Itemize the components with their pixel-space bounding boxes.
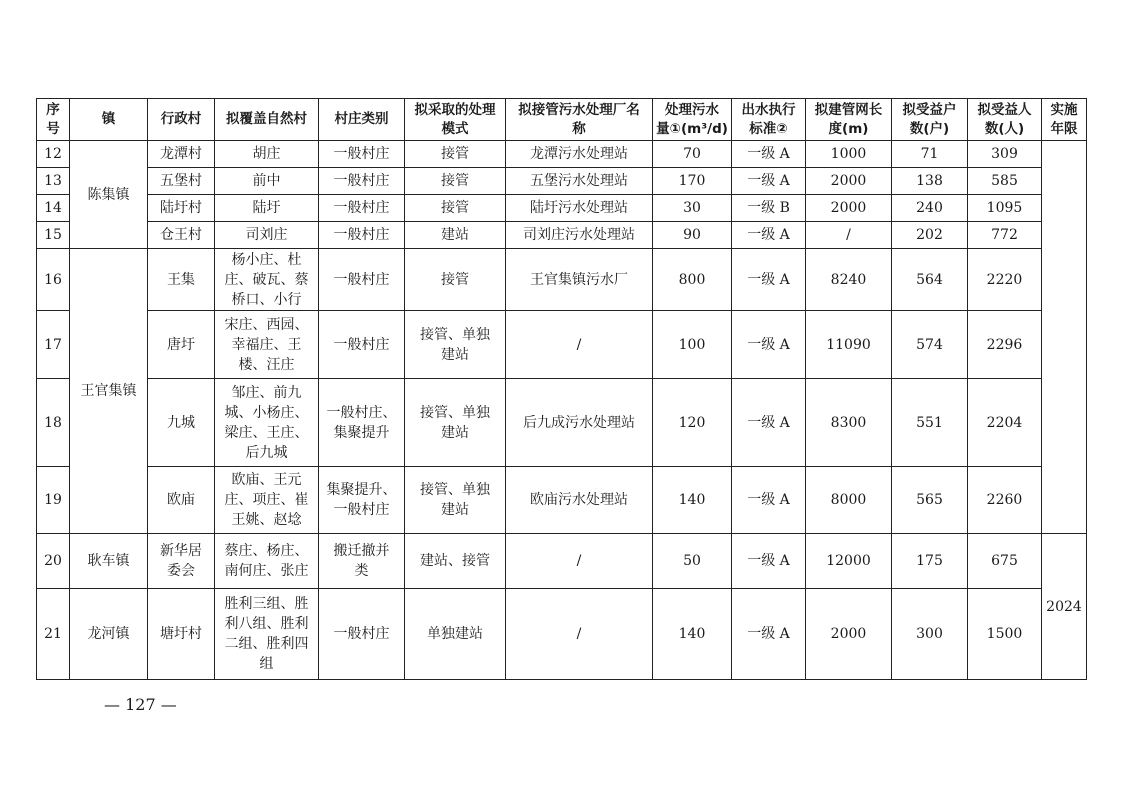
type-cell: 一般村庄 xyxy=(319,168,405,195)
standard-cell: 一级 A xyxy=(732,467,806,534)
plant-cell: 陆圩污水处理站 xyxy=(506,195,653,222)
volume-cell: 70 xyxy=(653,141,732,168)
town-cell: 陈集镇 xyxy=(70,141,148,249)
households-cell: 240 xyxy=(892,195,968,222)
seq-cell: 18 xyxy=(37,379,70,467)
header-standard: 出水执行 标准② xyxy=(732,99,806,141)
natural-cell: 司刘庄 xyxy=(215,222,319,249)
people-cell: 309 xyxy=(968,141,1042,168)
seq-cell: 15 xyxy=(37,222,70,249)
table-row xyxy=(37,195,1087,222)
plant-cell: 后九成污水处理站 xyxy=(506,379,653,467)
type-cell: 一般村庄 xyxy=(319,249,405,311)
people-cell: 585 xyxy=(968,168,1042,195)
pipe-cell: 8300 xyxy=(806,379,892,467)
pipe-cell: 2000 xyxy=(806,168,892,195)
plant-cell: / xyxy=(506,311,653,379)
volume-cell: 120 xyxy=(653,379,732,467)
admin-cell: 陆圩村 xyxy=(148,195,215,222)
standard-cell: 一级 A xyxy=(732,141,806,168)
standard-cell: 一级 B xyxy=(732,195,806,222)
table-row xyxy=(37,467,1087,534)
header-row xyxy=(37,99,1087,141)
admin-cell: 王集 xyxy=(148,249,215,311)
plant-cell: / xyxy=(506,534,653,589)
table-body xyxy=(37,141,1087,680)
seq-cell: 13 xyxy=(37,168,70,195)
people-cell: 2296 xyxy=(968,311,1042,379)
mode-cell: 接管、单独 建站 xyxy=(405,467,506,534)
header-year: 实施 年限 xyxy=(1042,99,1087,141)
people-cell: 675 xyxy=(968,534,1042,589)
wastewater-plan-table xyxy=(36,98,1087,680)
people-cell: 1500 xyxy=(968,589,1042,680)
table-row xyxy=(37,589,1087,680)
pipe-cell: 11090 xyxy=(806,311,892,379)
header-treatment-mode: 拟采取的处理 模式 xyxy=(405,99,506,141)
households-cell: 202 xyxy=(892,222,968,249)
type-cell: 一般村庄 xyxy=(319,589,405,680)
pipe-cell: / xyxy=(806,222,892,249)
pipe-cell: 8000 xyxy=(806,467,892,534)
pipe-cell: 1000 xyxy=(806,141,892,168)
standard-cell: 一级 A xyxy=(732,168,806,195)
mode-cell: 接管 xyxy=(405,168,506,195)
admin-cell: 唐圩 xyxy=(148,311,215,379)
volume-cell: 800 xyxy=(653,249,732,311)
plant-cell: 欧庙污水处理站 xyxy=(506,467,653,534)
type-cell: 一般村庄 xyxy=(319,141,405,168)
pipe-cell: 2000 xyxy=(806,589,892,680)
admin-cell: 仓王村 xyxy=(148,222,215,249)
seq-cell: 17 xyxy=(37,311,70,379)
table-row xyxy=(37,168,1087,195)
households-cell: 551 xyxy=(892,379,968,467)
households-cell: 564 xyxy=(892,249,968,311)
header-admin-village: 行政村 xyxy=(148,99,215,141)
table-row xyxy=(37,249,1087,311)
seq-cell: 14 xyxy=(37,195,70,222)
table-row xyxy=(37,534,1087,589)
seq-cell: 19 xyxy=(37,467,70,534)
admin-cell: 欧庙 xyxy=(148,467,215,534)
volume-cell: 100 xyxy=(653,311,732,379)
pipe-cell: 8240 xyxy=(806,249,892,311)
households-cell: 565 xyxy=(892,467,968,534)
plant-cell: 五堡污水处理站 xyxy=(506,168,653,195)
natural-cell: 胜利三组、胜 利八组、胜利 二组、胜利四 组 xyxy=(215,589,319,680)
standard-cell: 一级 A xyxy=(732,311,806,379)
mode-cell: 接管 xyxy=(405,141,506,168)
header-town: 镇 xyxy=(70,99,148,141)
header-natural-village: 拟覆盖自然村 xyxy=(215,99,319,141)
header-village-type: 村庄类别 xyxy=(319,99,405,141)
natural-cell: 蔡庄、杨庄、 南何庄、张庄 xyxy=(215,534,319,589)
mode-cell: 接管 xyxy=(405,195,506,222)
pipe-cell: 12000 xyxy=(806,534,892,589)
town-cell: 龙河镇 xyxy=(70,589,148,680)
people-cell: 2204 xyxy=(968,379,1042,467)
header-pipe-length: 拟建管网长 度(m) xyxy=(806,99,892,141)
plant-cell: 司刘庄污水处理站 xyxy=(506,222,653,249)
people-cell: 1095 xyxy=(968,195,1042,222)
town-cell: 王官集镇 xyxy=(70,249,148,534)
type-cell: 一般村庄 xyxy=(319,222,405,249)
type-cell: 一般村庄 xyxy=(319,195,405,222)
year-cell-empty xyxy=(1042,141,1087,534)
standard-cell: 一级 A xyxy=(732,379,806,467)
header-seq: 序 号 xyxy=(37,99,70,141)
households-cell: 71 xyxy=(892,141,968,168)
table-row xyxy=(37,222,1087,249)
mode-cell: 建站 xyxy=(405,222,506,249)
households-cell: 300 xyxy=(892,589,968,680)
standard-cell: 一级 A xyxy=(732,249,806,311)
natural-cell: 宋庄、西园、 幸福庄、王 楼、汪庄 xyxy=(215,311,319,379)
people-cell: 2220 xyxy=(968,249,1042,311)
pipe-cell: 2000 xyxy=(806,195,892,222)
volume-cell: 30 xyxy=(653,195,732,222)
mode-cell: 接管 xyxy=(405,249,506,311)
page-number: — 127 — xyxy=(104,695,177,714)
table-row xyxy=(37,379,1087,467)
natural-cell: 胡庄 xyxy=(215,141,319,168)
mode-cell: 建站、接管 xyxy=(405,534,506,589)
mode-cell: 接管、单独 建站 xyxy=(405,379,506,467)
mode-cell: 接管、单独 建站 xyxy=(405,311,506,379)
plant-cell: 龙潭污水处理站 xyxy=(506,141,653,168)
natural-cell: 陆圩 xyxy=(215,195,319,222)
people-cell: 2260 xyxy=(968,467,1042,534)
volume-cell: 90 xyxy=(653,222,732,249)
admin-cell: 龙潭村 xyxy=(148,141,215,168)
people-cell: 772 xyxy=(968,222,1042,249)
plant-cell: / xyxy=(506,589,653,680)
natural-cell: 杨小庄、杜 庄、破瓦、蔡 桥口、小行 xyxy=(215,249,319,311)
table-row xyxy=(37,311,1087,379)
households-cell: 175 xyxy=(892,534,968,589)
header-households: 拟受益户 数(户) xyxy=(892,99,968,141)
type-cell: 搬迁撤并 类 xyxy=(319,534,405,589)
type-cell: 一般村庄、 集聚提升 xyxy=(319,379,405,467)
seq-cell: 16 xyxy=(37,249,70,311)
mode-cell: 单独建站 xyxy=(405,589,506,680)
natural-cell: 欧庙、王元 庄、项庄、崔 王姚、赵埝 xyxy=(215,467,319,534)
volume-cell: 140 xyxy=(653,589,732,680)
households-cell: 574 xyxy=(892,311,968,379)
households-cell: 138 xyxy=(892,168,968,195)
header-people: 拟受益人 数(人) xyxy=(968,99,1042,141)
volume-cell: 170 xyxy=(653,168,732,195)
admin-cell: 新华居 委会 xyxy=(148,534,215,589)
header-volume: 处理污水 量①(m³/d) xyxy=(653,99,732,141)
type-cell: 一般村庄 xyxy=(319,311,405,379)
year-cell: 2024 xyxy=(1042,534,1087,680)
standard-cell: 一级 A xyxy=(732,534,806,589)
seq-cell: 20 xyxy=(37,534,70,589)
seq-cell: 21 xyxy=(37,589,70,680)
volume-cell: 140 xyxy=(653,467,732,534)
volume-cell: 50 xyxy=(653,534,732,589)
admin-cell: 塘圩村 xyxy=(148,589,215,680)
type-cell: 集聚提升、 一般村庄 xyxy=(319,467,405,534)
natural-cell: 邹庄、前九 城、小杨庄、 梁庄、王庄、 后九城 xyxy=(215,379,319,467)
plant-cell: 王官集镇污水厂 xyxy=(506,249,653,311)
header-plant-name: 拟接管污水处理厂名 称 xyxy=(506,99,653,141)
natural-cell: 前中 xyxy=(215,168,319,195)
admin-cell: 五堡村 xyxy=(148,168,215,195)
admin-cell: 九城 xyxy=(148,379,215,467)
table-row xyxy=(37,141,1087,168)
standard-cell: 一级 A xyxy=(732,222,806,249)
town-cell: 耿车镇 xyxy=(70,534,148,589)
seq-cell: 12 xyxy=(37,141,70,168)
standard-cell: 一级 A xyxy=(732,589,806,680)
